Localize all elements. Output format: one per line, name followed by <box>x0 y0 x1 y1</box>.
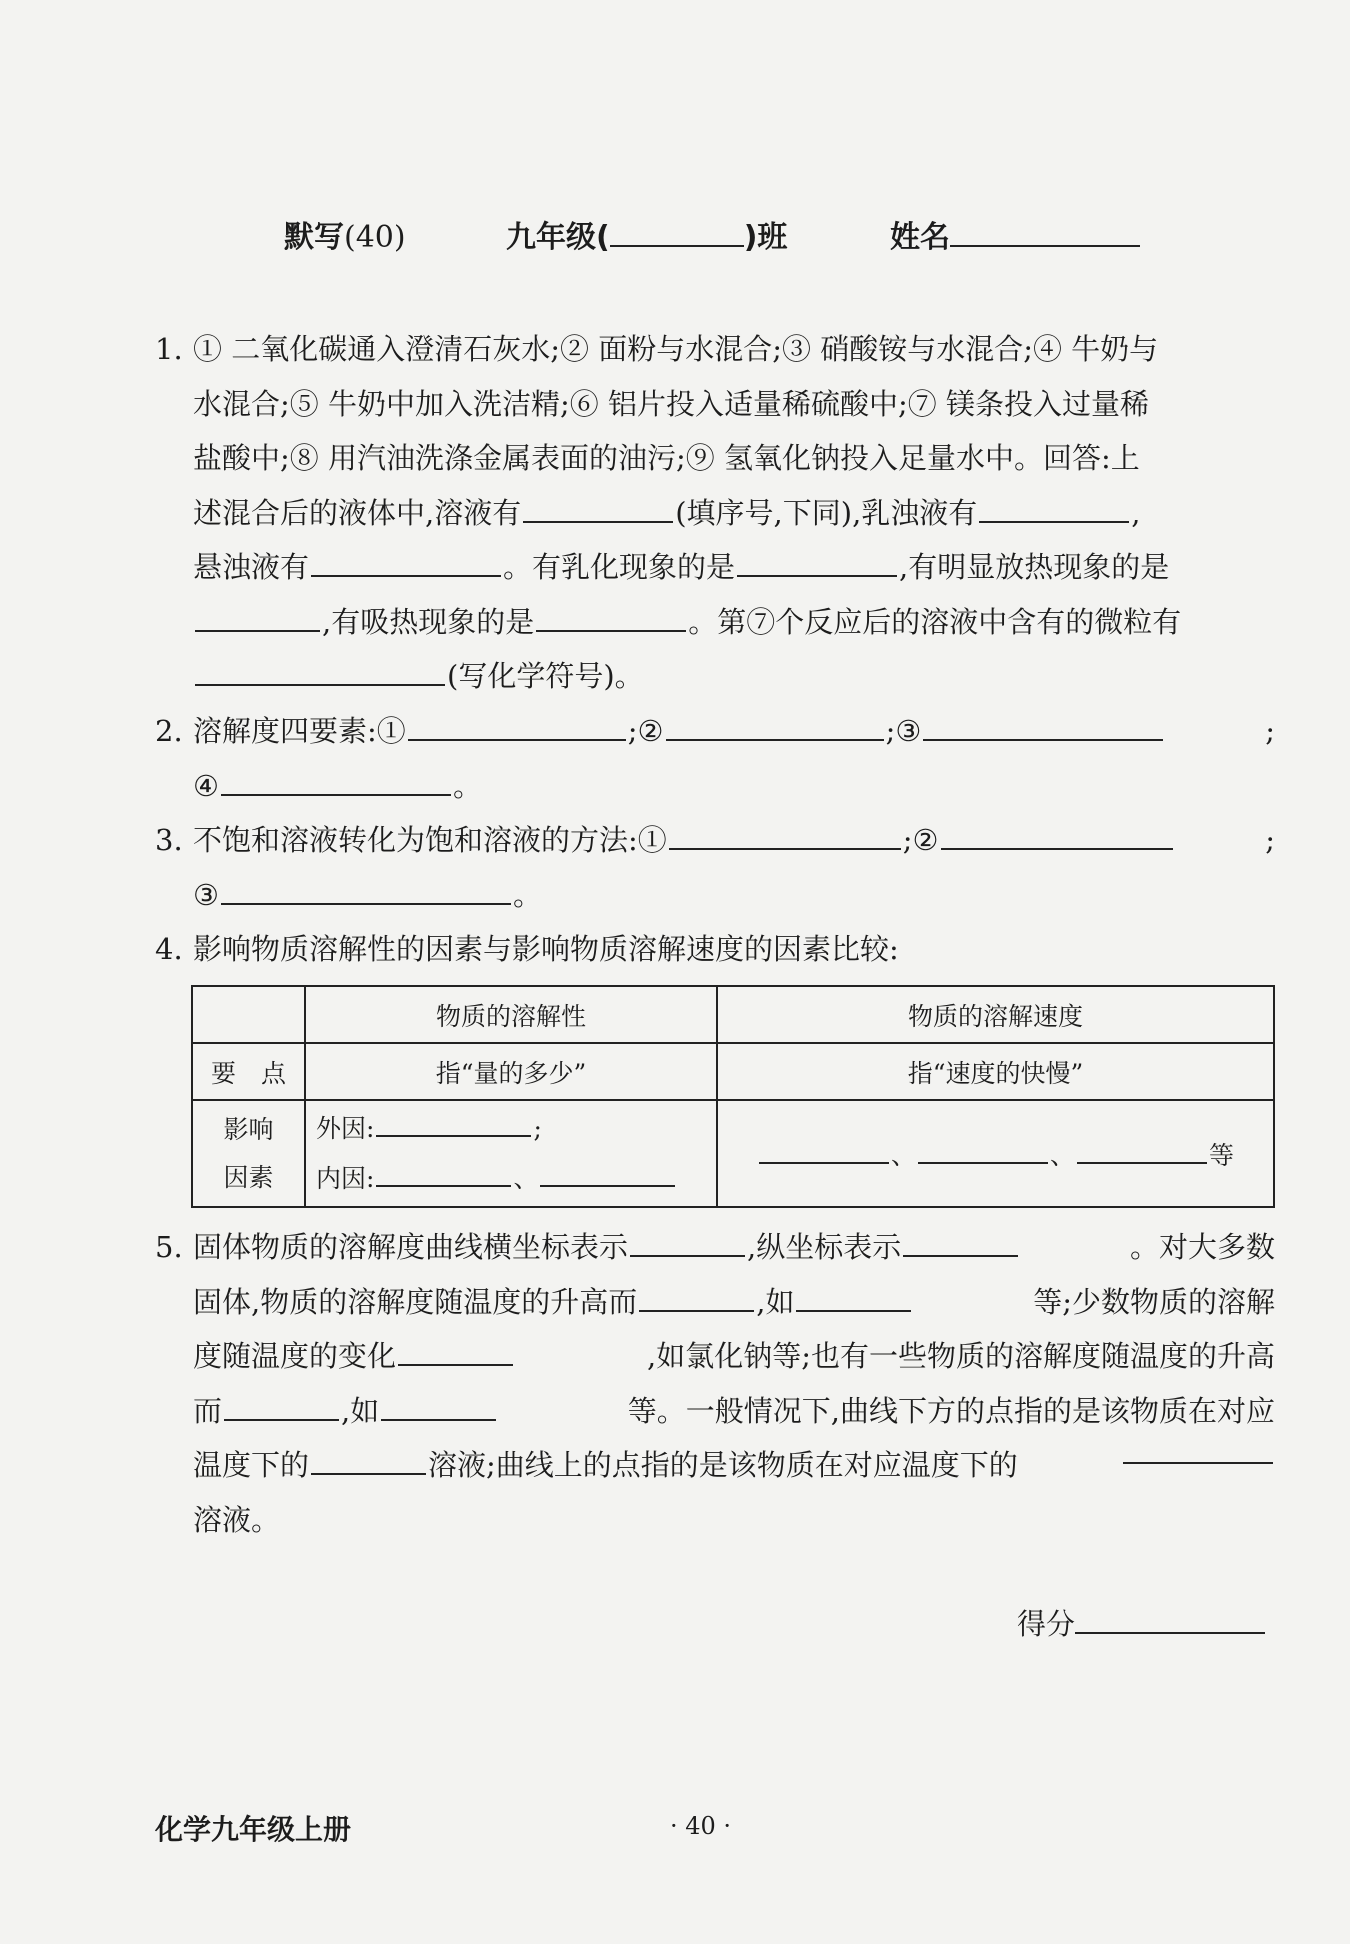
answer-blank[interactable] <box>195 660 445 686</box>
class-blank[interactable] <box>610 215 744 247</box>
comparison-table <box>191 985 1275 1208</box>
table-cell: 外因: ; 内因: 、 <box>305 1100 717 1207</box>
table-row <box>192 986 1274 1043</box>
question-1: 1. ① 二氧化碳通入澄清石灰水;② 面粉与水混合;③ 硝酸铵与水混合;④ 牛奶与 水混合;⑤ 牛奶中加入洗洁精;⑥ 铝片投入适量稀硫酸中;⑦ 镁条投入过量稀 盐酸中;⑧ 用汽油洗涤金属表面的油污;⑨ 氢氧化钠投入足量水中。回答:上 述混合后的液体中,溶液有 (填序号,下同),乳浊液有 , 悬浊液有 。有乳化现象的是 ,有明显放热现象的是 ,有吸热现象的是 。第⑦个反应后的溶液中含有的微粒有 (写化学符号)。 <box>155 322 1275 704</box>
score-blank[interactable] <box>1075 1602 1265 1634</box>
question-2: 2. 溶解度四要素:① ;② ;③ ; ④ 。 <box>155 704 1275 813</box>
book-title: 化学九年级上册 <box>155 1813 352 1846</box>
answer-blank[interactable] <box>311 1449 426 1475</box>
table-row <box>192 1043 1274 1100</box>
answer-blank[interactable] <box>540 1161 675 1187</box>
answer-blank[interactable] <box>941 824 1173 850</box>
answer-blank[interactable] <box>523 497 673 523</box>
question-number: 5. <box>155 1230 183 1264</box>
table-corner <box>192 986 305 1043</box>
answer-blank[interactable] <box>221 879 511 905</box>
answer-blank[interactable] <box>759 1138 889 1164</box>
answer-blank[interactable] <box>408 715 626 741</box>
answer-blank[interactable] <box>979 497 1129 523</box>
answer-blank[interactable] <box>195 606 320 632</box>
table-row <box>192 1100 1274 1207</box>
page-number: · 40 · <box>670 1812 732 1840</box>
answer-blank[interactable] <box>903 1231 1018 1257</box>
question-number: 4. <box>155 932 183 966</box>
answer-blank[interactable] <box>376 1161 511 1187</box>
name-field: 姓名 <box>890 214 1140 262</box>
answer-blank[interactable] <box>1077 1138 1207 1164</box>
answer-blank[interactable] <box>224 1395 339 1421</box>
row-label: 影响 因素 <box>192 1100 305 1207</box>
answer-blank[interactable] <box>381 1395 496 1421</box>
dictation-title: 默写(40) <box>284 220 406 255</box>
answer-blank[interactable] <box>1123 1438 1273 1464</box>
answer-blank[interactable] <box>639 1286 754 1312</box>
question-5: 5. 固体物质的溶解度曲线横坐标表示 ,纵坐标表示 。对大多数 固体,物质的溶解度随温度的升高而 ,如 等;少数物质的溶解 度随温度的变化 ,如氯化钠等;也有一些物质的溶解度随温度的升高 而 ,如 等。一般情况下,曲线下方的点指的是该物质在对应 温度下的 溶液;曲线上的点指的是该物质在对应温度下的 溶液。 <box>155 1220 1275 1547</box>
class-field: 九年级( )班 <box>506 214 787 262</box>
answer-blank[interactable] <box>737 551 897 577</box>
name-blank[interactable] <box>950 215 1140 247</box>
answer-blank[interactable] <box>630 1231 745 1257</box>
answer-blank[interactable] <box>221 770 451 796</box>
question-number: 1. <box>155 332 183 366</box>
table-cell: 指“量的多少” <box>305 1043 717 1100</box>
answer-blank[interactable] <box>376 1111 531 1137</box>
table-cell: 、 、 等 <box>717 1100 1274 1207</box>
answer-blank[interactable] <box>918 1138 1048 1164</box>
answer-blank[interactable] <box>666 715 884 741</box>
answer-blank[interactable] <box>923 715 1163 741</box>
column-header: 物质的溶解速度 <box>717 986 1274 1043</box>
answer-blank[interactable] <box>398 1340 513 1366</box>
question-4: 4. 影响物质溶解性的因素与影响物质溶解速度的因素比较: <box>155 922 1275 977</box>
answer-blank[interactable] <box>311 551 501 577</box>
answer-blank[interactable] <box>536 606 686 632</box>
column-header: 物质的溶解性 <box>305 986 717 1043</box>
row-label: 要 点 <box>192 1043 305 1100</box>
answer-blank[interactable] <box>669 824 901 850</box>
table-cell: 指“速度的快慢” <box>717 1043 1274 1100</box>
answer-blank[interactable] <box>796 1286 911 1312</box>
score-field: 得分 <box>1017 1600 1265 1648</box>
question-number: 2. <box>155 714 183 748</box>
question-number: 3. <box>155 823 183 857</box>
question-3: 3. 不饱和溶液转化为饱和溶液的方法:① ;② ; ③ 。 <box>155 813 1275 922</box>
worksheet-header <box>0 214 1350 262</box>
